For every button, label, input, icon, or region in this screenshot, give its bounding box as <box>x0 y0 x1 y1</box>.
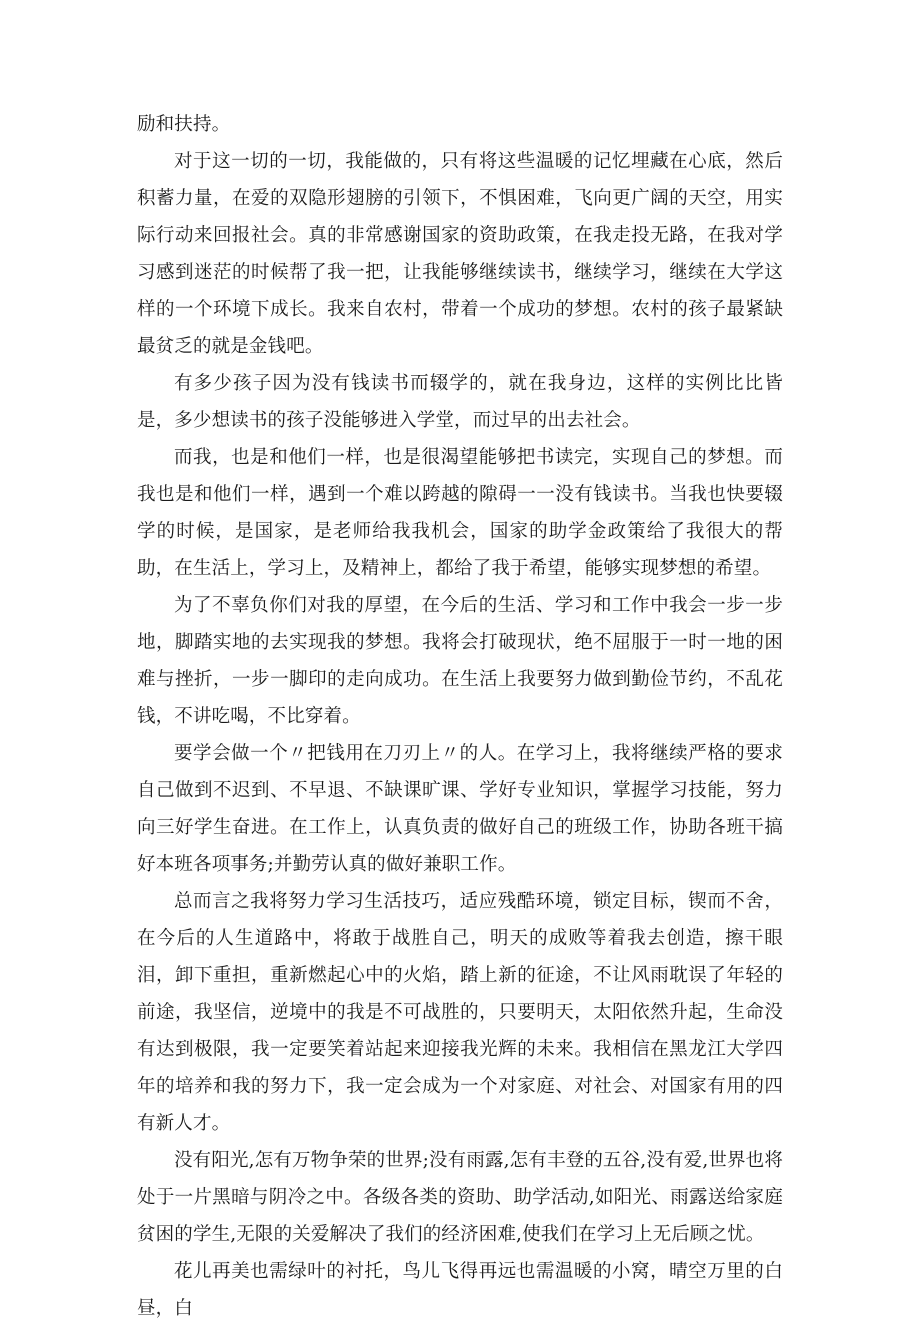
paragraph-1: 励和扶持。 <box>137 114 231 135</box>
paragraph-5: 为了不辜负你们对我的厚望，在今后的生活、学习和工作中我会一步一步地，脚踏实地的去实现我的梦想。我将会打破现状，绝不屈服于一时一地的困难与挫折，一步一脚印的走向成功。在生活上我要努力做到勤俭节约，不乱花钱，不讲吃喝，不比穿着。 <box>137 595 783 727</box>
paragraph-8: 没有阳光,怎有万物争荣的世界;没有雨露,怎有丰登的五谷,没有爱,世界也将处于一片黑暗与阴冷之中。各级各类的资助、助学活动,如阳光、雨露送给家庭贫困的学生,无限的关爱解决了我们的经济困难,使我们在学习上无后顾之忧。 <box>137 1150 783 1245</box>
paragraph-6: 要学会做一个〃把钱用在刀刃上〃的人。在学习上，我将继续严格的要求自己做到不迟到、不早退、不缺课旷课、学好专业知识，掌握学习技能，努力向三好学生奋进。在工作上，认真负责的做好自己的班级工作，协助各班干搞好本班各项事务;并勤劳认真的做好兼职工作。 <box>137 743 783 875</box>
paragraph-3: 有多少孩子因为没有钱读书而辍学的，就在我身边，这样的实例比比皆是，多少想读书的孩子没能够进入学堂，而过早的出去社会。 <box>137 373 783 431</box>
paragraph-7: 总而言之我将努力学习生活技巧，适应残酷环境，锁定目标，锲而不舍，在今后的人生道路中，将敢于战胜自己，明天的成败等着我去创造，擦干眼泪，卸下重担，重新燃起心中的火焰，踏上新的征途，不让风雨耽误了年轻的前途，我坚信，逆境中的我是不可战胜的，只要明天，太阳依然升起，生命没有达到极限，我一定要笑着站起来迎接我光辉的未来。我相信在黑龙江大学四年的培养和我的努力下，我一定会成为一个对家庭、对社会、对国家有用的四有新人才。 <box>137 891 783 1134</box>
paragraph-2: 对于这一切的一切，我能做的，只有将这些温暖的记忆埋藏在心底，然后积蓄力量，在爱的双隐形翅膀的引领下，不惧困难，飞向更广阔的天空，用实际行动来回报社会。真的非常感谢国家的资助政策，在我走投无路，在我对学习感到迷茫的时候帮了我一把，让我能够继续读书，继续学习，继续在大学这样的一个环境下成长。我来自农村，带着一个成功的梦想。农村的孩子最紧缺最贫乏的就是金钱吧。 <box>137 151 783 357</box>
document-body <box>137 106 783 1327</box>
paragraph-4: 而我，也是和他们一样，也是很渴望能够把书读完，实现自己的梦想。而我也是和他们一样，遇到一个难以跨越的隙碍一一没有钱读书。当我也快要辍学的时候，是国家，是老师给我我机会，国家的助学金政策给了我很大的帮助，在生活上，学习上，及精神上，都给了我于希望，能够实现梦想的希望。 <box>137 447 783 579</box>
paragraph-9: 花儿再美也需绿叶的衬托，鸟儿飞得再远也需温暖的小窝，晴空万里的白昼，白 <box>137 1261 783 1319</box>
